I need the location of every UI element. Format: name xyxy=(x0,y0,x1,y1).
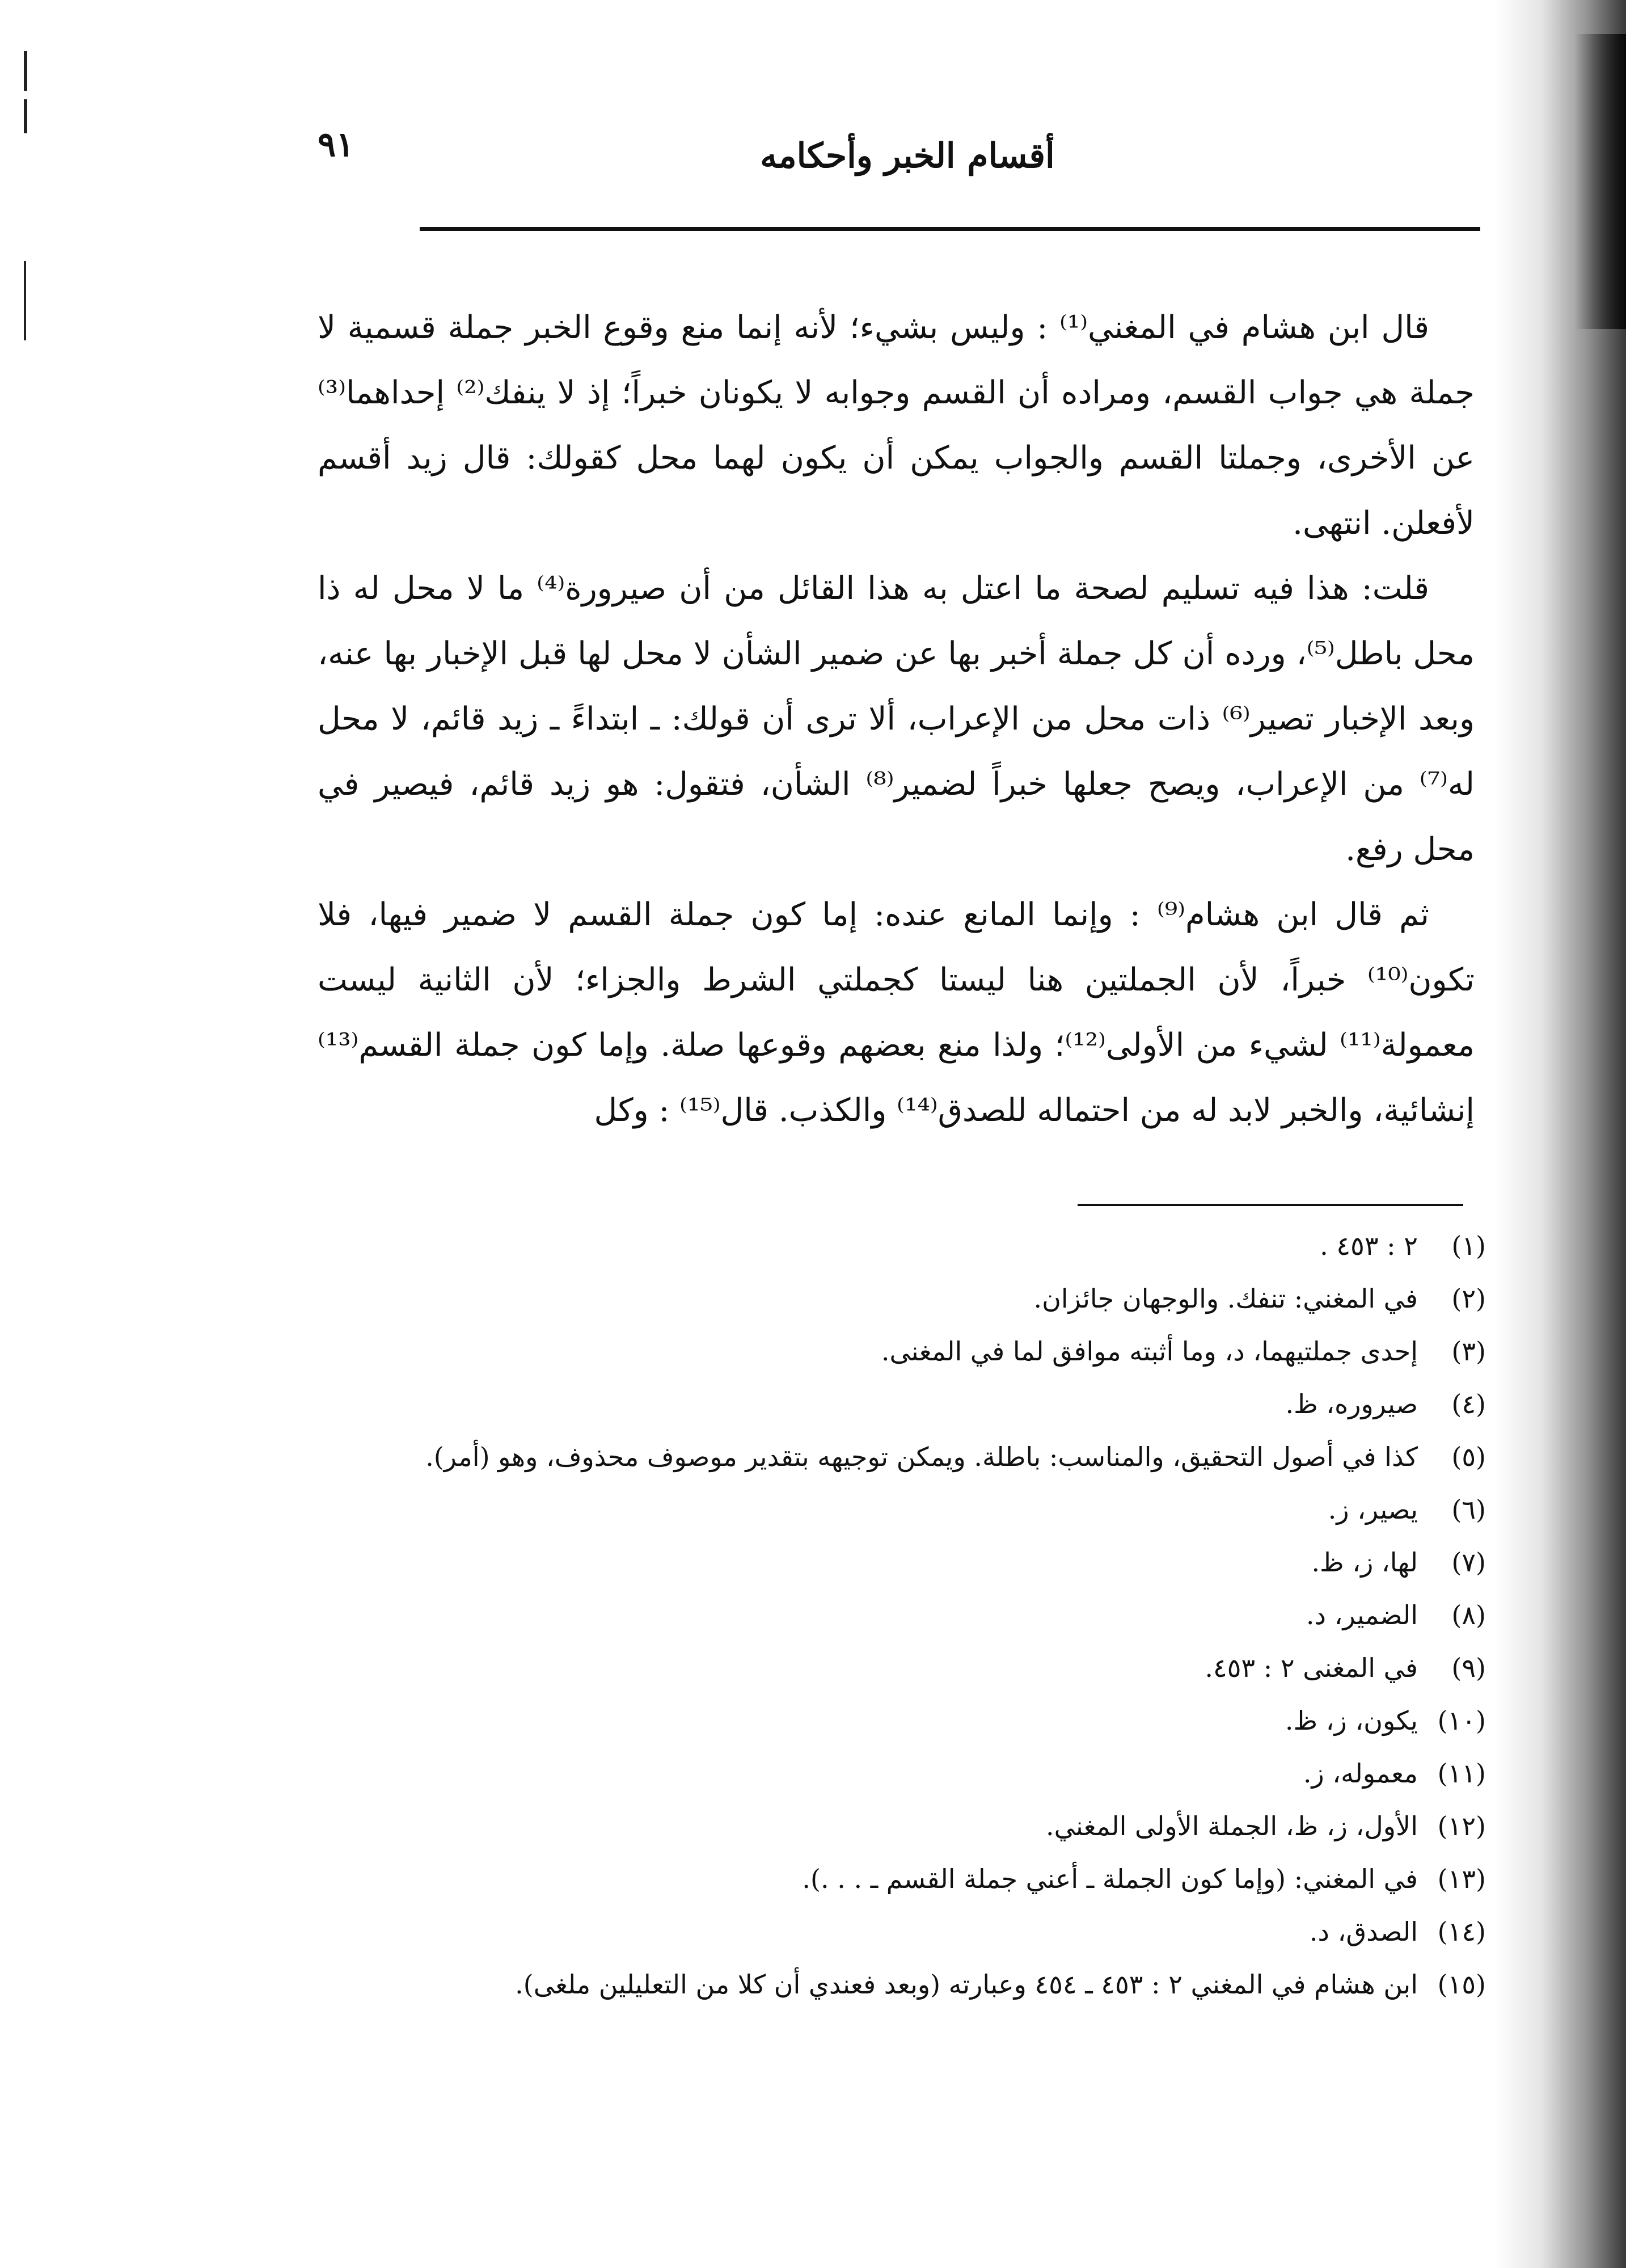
footnote-text: يكون، ز، ظ. xyxy=(1285,1705,1418,1736)
binding-mark xyxy=(24,261,26,340)
footnote xyxy=(318,1906,1486,1958)
footnote-number: (١٤) xyxy=(1437,1916,1486,1947)
binding-mark xyxy=(24,99,27,133)
header-rule xyxy=(420,227,1480,231)
footnote-text: في المغني: (وإما كون الجملة ـ أعني جملة القسم ـ . . .). xyxy=(802,1864,1418,1894)
footnote-text: إحدى جملتيهما، د، وما أثبته موافق لما في المغنى. xyxy=(881,1336,1418,1367)
footnote-text: الأول، ز، ظ، الجملة الأولى المغني. xyxy=(1045,1811,1418,1841)
footnote-number: (٦) xyxy=(1451,1494,1486,1525)
footnote xyxy=(318,1958,1486,2011)
footnote-text: الضمير، د. xyxy=(1306,1600,1418,1630)
footnote-number: (١٢) xyxy=(1437,1811,1486,1841)
footnote-text: صيروره، ظ. xyxy=(1285,1389,1418,1419)
footnote-text: ٢ : ٤٥٣ . xyxy=(1320,1230,1418,1261)
footnote xyxy=(318,1325,1486,1378)
footnote-number: (٤) xyxy=(1451,1389,1486,1419)
footnote xyxy=(318,1431,1486,1483)
footnote xyxy=(318,1220,1486,1272)
footnote xyxy=(318,1694,1486,1747)
footnote-text: في المغنى ٢ : ٤٥٣. xyxy=(1205,1652,1418,1683)
footnote-text: ابن هشام في المغني ٢ : ٤٥٣ ـ ٤٥٤ وعبارته (وبعد فعندي أن كلا من التعليلين ملغى). xyxy=(515,1969,1418,2000)
scan-edge-dark xyxy=(1575,34,1626,329)
footnote xyxy=(318,1853,1486,1906)
footnote-text: لها، ز، ظ. xyxy=(1311,1547,1418,1578)
footnote-text: كذا في أصول التحقيق، والمناسب: باطلة. ويمكن توجيهه بتقدير موصوف محذوف، وهو (أمر). xyxy=(425,1441,1418,1472)
footnote xyxy=(318,1378,1486,1431)
footnotes xyxy=(318,1220,1486,2011)
footnote-text: في المغني: تنفك. والوجهان جائزان. xyxy=(1033,1283,1418,1314)
footnote-number: (١٣) xyxy=(1437,1864,1486,1894)
footnote-text: يصير، ز. xyxy=(1328,1494,1418,1525)
footnote xyxy=(318,1589,1486,1642)
footnote-number: (٥) xyxy=(1451,1441,1486,1472)
paragraph: قال ابن هشام في المغني⁽¹⁾ : وليس بشيء؛ لأنه إنما منع وقوع الخبر جملة قسمية لا جملة هي جواب القسم، ومراده أن القسم وجوابه لا يكونان خبراً؛ إذ لا ينفك⁽²⁾ إحداهما⁽³⁾ عن الأخرى، وجملتا القسم والجواب يمكن أن يكون لهما محل كقولك: قال زيد أقسم لأفعلن. انتهى. xyxy=(318,309,1475,542)
footnote-number: (١١) xyxy=(1437,1758,1486,1789)
binding-mark xyxy=(24,51,27,91)
running-header-title: أقسام الخبر وأحكامه xyxy=(760,136,1055,176)
paragraph: ثم قال ابن هشام⁽⁹⁾ : وإنما المانع عنده: إما كون جملة القسم لا ضمير فيها، فلا تكون⁽¹⁰⁾ خبراً، لأن الجملتين هنا ليستا كجملتي الشرط والجزاء؛ لأن الثانية ليست معمولة⁽¹¹⁾ لشيء من الأولى⁽¹²⁾؛ ولذا منع بعضهم وقوعها صلة. وإما كون جملة القسم⁽¹³⁾ إنشائية، والخبر لابد له من احتماله للصدق⁽¹⁴⁾ والكذب. قال⁽¹⁵⁾ : وكل xyxy=(318,896,1475,1129)
footnote-text: معموله، ز. xyxy=(1303,1758,1418,1789)
footnote-number: (٢) xyxy=(1451,1283,1486,1314)
page-number: ٩١ xyxy=(318,125,354,165)
footnote xyxy=(318,1272,1486,1325)
footnote xyxy=(318,1747,1486,1800)
footnote xyxy=(318,1483,1486,1536)
paragraph: قلت: هذا فيه تسليم لصحة ما اعتل به هذا القائل من أن صيرورة⁽⁴⁾ ما لا محل له ذا محل باطل⁽⁵⁾، ورده أن كل جملة أخبر بها عن ضمير الشأن لا محل لها قبل الإخبار بها عنه، وبعد الإخبار تصير⁽⁶⁾ ذات محل من الإعراب، ألا ترى أن قولك: ـ ابتداءً ـ زيد قائم، لا محل له⁽⁷⁾ من الإعراب، ويصح جعلها خبراً لضمير⁽⁸⁾ الشأن، فتقول: هو زيد قائم، فيصير في محل رفع. xyxy=(318,570,1475,868)
footnote-number: (١٥) xyxy=(1437,1969,1486,2000)
footnote-number: (٨) xyxy=(1451,1600,1486,1630)
footnote xyxy=(318,1800,1486,1853)
footnote-number: (٣) xyxy=(1451,1336,1486,1367)
main-text xyxy=(318,295,1475,1143)
footnote xyxy=(318,1536,1486,1589)
scan-edge-shadow xyxy=(1496,0,1626,2268)
footnote-number: (٩) xyxy=(1451,1652,1486,1683)
footnote-number: (١٠) xyxy=(1437,1705,1486,1736)
footnote-text: الصدق، د. xyxy=(1309,1916,1418,1947)
footnote-number: (١) xyxy=(1451,1230,1486,1261)
footnote-number: (٧) xyxy=(1451,1547,1486,1578)
footnote-separator xyxy=(1078,1204,1463,1206)
footnote xyxy=(318,1642,1486,1694)
